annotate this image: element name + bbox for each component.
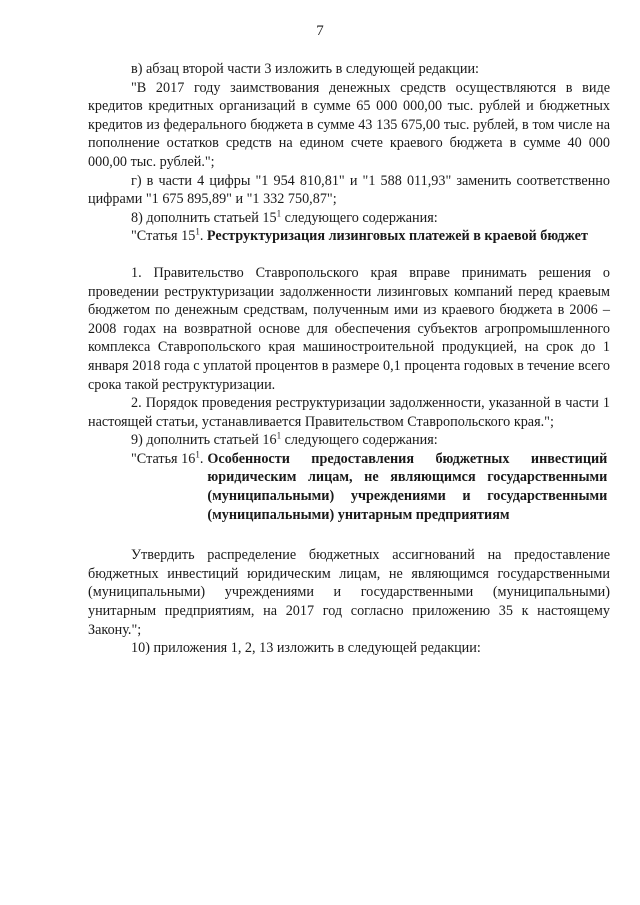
article-16-title-line: Особенности предоставления бюджетных инвестиций [207,450,608,467]
item-8-suffix: следующего содержания: [281,209,438,226]
article-16-label-sup: 1 [195,449,200,460]
article-15-paragraph-2: 2. Порядок проведения реструктуризации задолженности, указанной в части 1 настоящей статьи, устанавливается Правительством Ставропольского края."; [88,395,610,430]
item-8 [88,209,610,228]
article-16-label-wrap [131,450,203,524]
item-b-text: "В 2017 году заимствования денежных средств осуществляются в виде кредитов кредитных организаций в сумме 65 000 000,00 тыс. рублей и бюджетных кредитов из федерального бюджета в сумме 43 135 675,00 тыс. рублей, в том числе на пополнение остатков средств на едином счете краевого бюджета в сумме 40 000 000,00 тыс. рублей."; [88,79,610,170]
article-16-title-line: (муниципальными) учреждениями и государственными [207,488,608,505]
article-16-label: "Статья 16 [131,450,196,467]
item-8-prefix: 8) дополнить статьей 15 [131,209,277,226]
article-16-title [203,450,607,524]
article-15-paragraph-1: 1. Правительство Ставропольского края вправе принимать решения о проведении реструктуризации задолженности лизинговых компаний перед краевым бюджетом по денежным средствам, полученным ими из краевого бюджета в 2006 – 2008 годах на возвратной основе для обеспечения субъектов агропромышленного комплекса Ставропольского края машиностроительной продукцией, на срок до 1 января 2018 года с уплатой процентов в размере 0,1 процента годовых в течение всего срока такой реструктуризации. [88,264,610,393]
document-body [88,60,610,658]
page-number: 7 [316,23,324,39]
item-9-prefix: 9) дополнить статьей 16 [131,432,277,449]
spacer [88,524,610,546]
item-9 [88,431,610,450]
article-16-heading [88,450,610,524]
article-16-paragraph-1: Утвердить распределение бюджетных ассигнований на предоставление бюджетных инвестиций юридическим лицам, не являющимся государственными (муниципальными) учреждениями и государственными (муниципальными) унитарным предприятиям, на 2017 год согласно приложению 35 к настоящему Закону."; [88,547,610,638]
article-15-label-end: . [199,228,207,245]
article-16-title-line: (муниципальными) унитарным предприятиям [207,506,510,523]
article-15-label: "Статья 15 [131,228,196,245]
item-g-text: г) в части 4 цифры "1 954 810,81" и "1 588 011,93" заменить соответственно цифрами "1 675 895,89" и "1 332 750,87"; [88,172,610,208]
item-9-sup: 1 [276,430,282,441]
item-8-sup: 1 [276,208,282,219]
item-9-suffix: следующего содержания: [281,432,438,449]
spacer [88,246,610,264]
article-15-title: Реструктуризация лизинговых платежей в краевой бюджет [206,228,588,245]
item-10: 10) приложения 1, 2, 13 изложить в следующей редакции: [131,640,481,657]
article-15-label-sup: 1 [195,226,200,237]
item-b-intro: в) абзац второй части 3 изложить в следующей редакции: [131,61,479,77]
article-16-label-end: . [199,450,204,467]
article-15-heading [88,227,610,246]
article-16-title-line: юридическим лицам, не являющимся государственными [207,469,608,486]
